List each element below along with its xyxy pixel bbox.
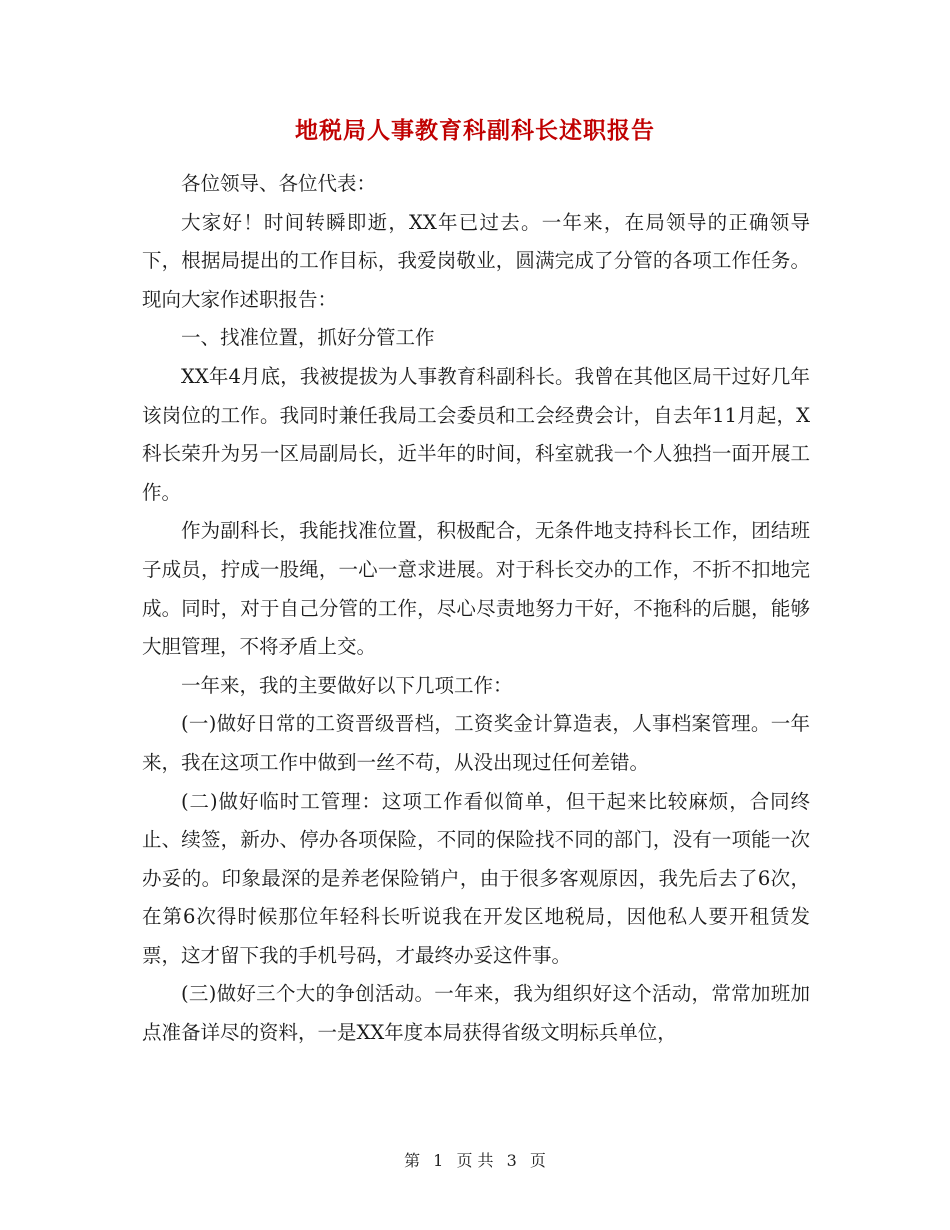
paragraph-intro: 大家好！时间转瞬即逝，XX年已过去。一年来，在局领导的正确领导下，根据局提出的工作目标，我爱岗敬业，圆满完成了分管的各项工作任务。现向大家作述职报告：: [142, 210, 810, 311]
paragraph-item-3: (三)做好三个大的争创活动。一年来，我为组织好这个活动，常常加班加点准备详尽的资料，一是XX年度本局获得省级文明标兵单位，: [142, 982, 810, 1045]
footer-prefix: 第: [404, 1151, 421, 1170]
document-title: 地税局人事教育科副科长述职报告: [295, 117, 655, 144]
document-body: [142, 165, 810, 1053]
footer-middle: 页 共: [456, 1151, 494, 1170]
footer-page-current: 1: [433, 1151, 444, 1170]
paragraph-item-1: (一)做好日常的工资晋级晋档，工资奖金计算造表，人事档案管理。一年来，我在这项工作中做到一丝不苟，从没出现过任何差错。: [142, 712, 810, 774]
paragraph-appointment: XX年4月底，我被提拔为人事教育科副科长。我曾在其他区局干过好几年该岗位的工作。我同时兼任我局工会委员和工会经费会计，自去年11月起，X科长荣升为另一区局副局长，近半年的时间，科室就我一个人独挡一面开展工作。: [142, 364, 810, 504]
paragraph-main-work: 一年来，我的主要做好以下几项工作：: [181, 673, 513, 697]
section-heading-1: 一、找准位置，抓好分管工作: [181, 326, 435, 350]
footer-suffix: 页: [529, 1151, 546, 1170]
footer-page-total: 3: [506, 1151, 517, 1170]
page-footer: [0, 1148, 950, 1171]
paragraph-role: 作为副科长，我能找准位置，积极配合，无条件地支持科长工作，团结班子成员，拧成一股绳，一心一意求进展。对于科长交办的工作，不折不扣地完成。同时，对于自己分管的工作，尽心尽责地努力干好，不拖科的后腿，能够大胆管理，不将矛盾上交。: [142, 519, 810, 659]
paragraph-salutation: 各位领导、各位代表：: [181, 172, 377, 195]
paragraph-item-2: (二)做好临时工管理：这项工作看似简单，但干起来比较麻烦，合同终止、续签，新办、停办各项保险，不同的保险找不同的部门，没有一项能一次办妥的。印象最深的是养老保险销户，由于很多客观原因，我先后去了6次，在第6次得时候那位年轻科长听说我在开发区地税局，因他私人要开租赁发票，这才留下我的手机号码，才最终办妥这件事。: [142, 789, 810, 967]
